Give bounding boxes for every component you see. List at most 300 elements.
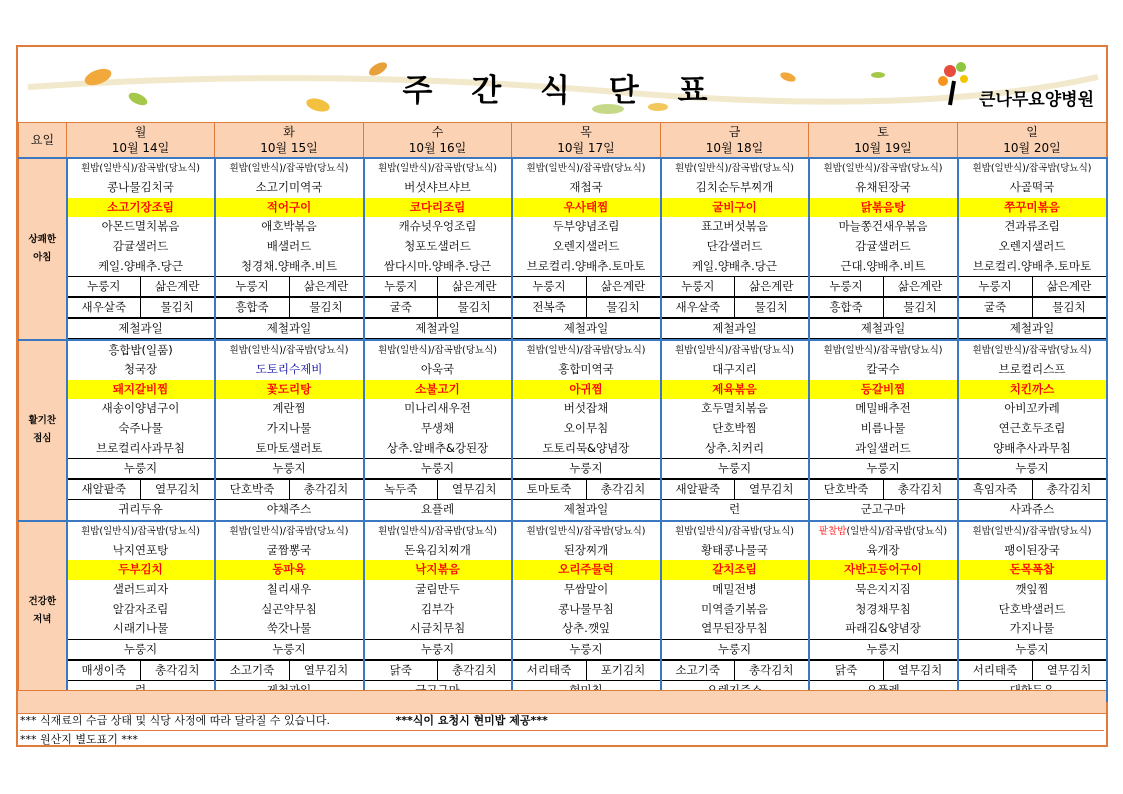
menu-item [661,178,809,198]
menu-item-text: 치킨까스 [1009,381,1055,396]
table-row [19,380,1107,400]
menu-item-text: 홍합미역국 [558,362,614,377]
title-banner [18,47,1106,122]
menu-item [512,580,661,600]
menu-pair [68,297,214,318]
menu-item [809,399,958,419]
menu-item [958,500,1107,521]
menu-item-text: 배샐러드 [266,239,312,254]
menu-item [958,580,1107,600]
menu-item-text: 흰밥(일반식)/잡곡밥(당뇨식) [378,344,497,356]
menu-item [958,419,1107,439]
menu-item [67,318,215,340]
meal-label-line2: 점심 [33,433,52,445]
menu-item-text: 흰밥(일반식)/잡곡밥(당뇨식) [526,344,646,356]
menu-item: 물김치 [903,299,937,314]
menu-item [215,318,364,340]
menu-item-text: 양배추사과무침 [993,440,1071,455]
menu-item-text: 단호박샐러드 [998,601,1066,616]
menu-item [215,237,364,257]
menu-item [215,599,364,619]
menu-item [215,198,364,218]
menu-item [809,198,958,218]
menu-item-text: 브로컬리.양배추.토마토 [972,258,1092,273]
menu-item: 물김치 [606,299,640,314]
meal-label-breakfast [19,158,67,340]
menu-item [958,380,1107,400]
menu-item [67,256,215,276]
menu-item [512,500,661,521]
table-row [19,458,1107,479]
menu-item [215,458,364,479]
menu-item: 누룽지 [810,277,884,296]
menu-item-text: 누룽지 [216,458,363,479]
menu-item [958,256,1107,276]
menu-item [215,541,364,561]
menu-item [661,340,809,360]
menu-item [67,217,215,237]
day-header [215,123,364,159]
menu-item [661,318,809,340]
menu-item-text: 가지나물 [1009,621,1055,636]
menu-item-text: 제철과일 [810,318,957,339]
menu-item: 누룽지 [959,277,1033,296]
day-header [809,123,958,159]
menu-item: 물김치 [160,299,194,314]
menu-item: 흥합죽 [216,298,290,317]
menu-pair-cell [661,297,809,318]
menu-item-text: 샐러드피자 [112,582,169,597]
menu-item-text: 유채된장국 [855,180,911,195]
menu-item: 총각김치 [155,662,200,677]
menu-pair-cell [364,660,512,681]
menu-pair [810,276,957,297]
menu-item-text: 콩나물무침 [558,601,614,616]
menu-item [67,237,215,257]
menu-item-text: 흰밥(일반식)/잡곡밥(당뇨식) [675,344,794,356]
menu-item-text: 흰밥(일반식)/잡곡밥(당뇨식) [229,163,349,174]
menu-item-text: 야채주스 [266,502,312,517]
menu-item [364,158,512,178]
table-row [19,521,1107,541]
menu-item: 총각김치 [600,481,646,496]
menu-item [809,541,958,561]
menu-item [958,438,1107,458]
menu-item-text: 누룽지 [959,639,1106,660]
menu-item: 단호박죽 [216,480,290,499]
day-header [67,123,215,159]
menu-item-text: 알감자조림 [112,601,169,616]
table-row [19,419,1107,439]
table-row [19,639,1107,660]
menu-item-text: 누룽지 [216,639,363,660]
menu-item [364,541,512,561]
menu-item-text: 황태콩나물국 [701,542,768,557]
menu-item [364,619,512,639]
menu-item: 누룽지 [662,277,736,296]
menu-pair [216,297,363,318]
menu-pair-cell [958,660,1107,681]
menu-item: 총각김치 [303,481,349,496]
menu-item [958,318,1107,340]
menu-item-text: 누룽지 [365,458,511,479]
menu-item-text: 호두멸치볶음 [701,401,768,416]
menu-pair-cell [215,276,364,297]
note-line-1 [20,712,1104,731]
menu-item [364,560,512,580]
day-date: 10월 18일 [705,141,764,155]
menu-item [512,198,661,218]
meal-label-line1: 활기찬 [28,415,57,427]
menu-item [512,158,661,178]
menu-item: 삶은계란 [749,278,794,293]
menu-item-text: 흰밥(일반식)/잡곡밥(당뇨식) [229,344,349,356]
menu-pair [810,297,957,318]
menu-item: 총각김치 [749,662,794,677]
menu-item [661,380,809,400]
table-row [19,660,1107,681]
table-row [19,178,1107,198]
menu-item-text: 청경채무침 [855,601,911,616]
day-date: 10월 14일 [111,141,170,155]
menu-item-text: 누룽지 [662,639,808,660]
menu-item: 녹두죽 [365,480,439,499]
hospital-logo [934,55,1094,115]
menu-item [661,560,809,580]
menu-item-text: 재첩국 [569,180,603,195]
menu-item-text: 오렌지샐러드 [552,239,620,254]
menu-pair-cell [215,660,364,681]
note-origin: *** 원산지 별도표기 *** [20,733,138,746]
menu-pair [662,660,808,681]
menu-item-text: 누룽지 [810,458,957,479]
menu-item [661,360,809,380]
weekly-menu-table [18,122,1108,702]
menu-item [661,217,809,237]
menu-item-text: 흥합밥(일품) [108,342,173,357]
menu-item: 소고기죽 [662,661,736,680]
menu-item-text: 흰밥(일반식)/잡곡밥(당뇨식) [972,525,1092,537]
menu-item-text: 캐슈넛우엉조림 [398,219,477,234]
menu-item: 물김치 [309,299,343,314]
menu-item [67,560,215,580]
menu-item: 단호박죽 [810,480,884,499]
day-header [661,123,809,159]
menu-item-text: 요플레 [420,502,455,517]
menu-item [215,438,364,458]
menu-item [809,178,958,198]
menu-pair-cell [67,276,215,297]
menu-item-text: 제철과일 [365,318,511,339]
menu-item [364,438,512,458]
menu-item [512,399,661,419]
menu-item [512,560,661,580]
menu-pair [216,660,363,681]
day-name: 일 [1026,125,1038,139]
menu-item [958,158,1107,178]
menu-item [215,521,364,541]
menu-item [67,178,215,198]
menu-item-text: 누룽지 [68,639,214,660]
menu-item-text: 오리주물럭 [558,562,614,577]
menu-item [809,560,958,580]
menu-item [809,217,958,237]
menu-item [512,599,661,619]
menu-item [512,360,661,380]
menu-item: 삶은계란 [600,278,646,293]
menu-item [215,158,364,178]
menu-item-text: 청경채.양배추.비트 [240,258,338,273]
menu-pair-cell [809,660,958,681]
menu-item [661,158,809,178]
menu-item-text: 누룽지 [662,458,808,479]
menu-item [512,619,661,639]
menu-item [512,639,661,660]
menu-item [958,340,1107,360]
menu-item [809,521,958,541]
day-date: 10월 16일 [408,141,467,155]
menu-item [67,458,215,479]
menu-item: 누룽지 [68,277,142,296]
menu-item-text: 김부각 [420,601,455,616]
menu-item-text: 낙지연포탕 [112,542,169,557]
menu-item [661,256,809,276]
table-row [19,318,1107,340]
table-row [19,297,1107,318]
menu-item-text: 칠리새우 [266,582,312,597]
menu-item [809,360,958,380]
table-row [19,158,1107,178]
menu-item [512,541,661,561]
table-row [19,123,1107,159]
menu-item-text: 두부김치 [118,562,163,577]
page-title: 주 간 식 단 표 [402,73,722,109]
menu-item-text: 쭈꾸미볶음 [1004,199,1060,214]
menu-pair-cell [661,660,809,681]
menu-item-text: 쌈다시마.양배추.당근 [383,258,492,273]
menu-item-text: 버섯잡채 [563,401,609,416]
menu-item: 누룽지 [365,277,439,296]
menu-item-text: 소고기장조림 [107,199,174,214]
menu-item [67,198,215,218]
menu-item [512,458,661,479]
table-row [19,599,1107,619]
menu-item-text: 청포도샐러드 [404,239,471,254]
menu-item [364,340,512,360]
menu-item-text: 파래김&양념장 [845,621,921,636]
table-row [19,198,1107,218]
menu-item [958,198,1107,218]
menu-item [364,599,512,619]
menu-item [661,419,809,439]
menu-item-text: 무쌈말이 [563,582,609,597]
menu-item [215,419,364,439]
menu-item [215,178,364,198]
rice-special: 팥찰밥 [818,525,847,537]
menu-item [364,198,512,218]
menu-item-text: 누룽지 [68,458,214,479]
menu-pair [68,479,214,500]
menu-item-text: 계란찜 [272,401,306,416]
menu-item [661,458,809,479]
menu-item [512,217,661,237]
menu-item: 물김치 [1052,299,1086,314]
menu-pair [68,660,214,681]
menu-item-text: 흰밥(일반식)/잡곡밥(당뇨식) [81,525,200,537]
menu-item [215,639,364,660]
menu-item: 서리태죽 [959,661,1033,680]
day-header [958,123,1107,159]
menu-item [67,438,215,458]
menu-item [512,419,661,439]
menu-item: 흥합죽 [810,298,884,317]
menu-pair-cell [364,479,512,500]
menu-item: 누룽지 [513,277,587,296]
menu-item-text: 흰밥(일반식)/잡곡밥(당뇨식) [823,163,943,174]
menu-item [67,541,215,561]
menu-item [809,599,958,619]
menu-item-text: 흰밥(일반식)/잡곡밥(당뇨식) [526,163,646,174]
menu-item-text: 된장찌개 [563,542,609,557]
menu-item-text: 흰밥(일반식)/잡곡밥(당뇨식) [675,525,794,537]
menu-item: 열무김치 [452,481,497,496]
menu-item-text: 제철과일 [68,318,214,339]
menu-item-text: 오렌지샐러드 [998,239,1066,254]
menu-item-text: 새송이양념구이 [101,401,180,416]
menu-item-text: 등갈비찜 [860,381,906,396]
menu-item [364,639,512,660]
menu-pair [513,276,660,297]
menu-item-text: 누룽지 [513,639,660,660]
menu-item-text: 단호박찜 [712,421,757,436]
menu-pair-cell [809,297,958,318]
menu-item-text: 견과류조림 [1004,219,1060,234]
menu-item [67,619,215,639]
menu-item: 물김치 [754,299,788,314]
menu-item [67,399,215,419]
menu-item: 삶은계란 [452,278,497,293]
table-row [19,580,1107,600]
rice-suffix: (일반식)/잡곡밥(당뇨식) [846,525,948,537]
table-row [19,479,1107,500]
menu-item [809,340,958,360]
menu-item-text: 대구지리 [712,362,757,377]
menu-item-text: 실곤약무침 [261,601,317,616]
menu-item-text: 메밀배추전 [855,401,911,416]
menu-pair-cell [215,479,364,500]
menu-pair [662,479,808,500]
logo-text: 큰나무요양병원 [979,90,1094,110]
menu-item: 열무김치 [155,481,200,496]
menu-pair [68,276,214,297]
menu-item [364,399,512,419]
menu-item-text: 메밀전병 [712,582,757,597]
table-row [19,217,1107,237]
menu-item-text: 흰밥(일반식)/잡곡밥(당뇨식) [229,525,349,537]
menu-item-text: 감귤샐러드 [112,239,169,254]
menu-pair [513,660,660,681]
menu-item: 열무김치 [897,662,943,677]
note-supply: *** 식재료의 수급 상태 및 식당 사정에 따라 달라질 수 있습니다. [20,714,330,727]
menu-item [364,178,512,198]
menu-item-text: 상추.깻잎 [561,621,611,636]
menu-item-text: 소고기미역국 [255,180,323,195]
menu-item [215,399,364,419]
day-name: 월 [134,125,147,139]
menu-item [809,237,958,257]
spacer-row [18,690,1106,714]
menu-item-text: 런 [728,502,741,517]
menu-item-text: 갈치조림 [712,562,757,577]
menu-item: 굴죽 [365,298,439,317]
menu-pair [365,276,511,297]
menu-item [809,256,958,276]
day-header-label: 요일 [19,123,67,159]
meal-label-line2: 아침 [33,251,52,263]
menu-item-text: 소불고기 [415,381,460,396]
menu-item-text: 브로컬리사과무침 [96,440,185,455]
menu-pair [513,479,660,500]
menu-item-text: 제철과일 [959,318,1106,339]
menu-item-text: 흰밥(일반식)/잡곡밥(당뇨식) [378,525,497,537]
menu-pair [662,276,808,297]
menu-item-text: 묵은지지짐 [855,582,911,597]
menu-item-text: 마늘쫑건새우볶음 [838,219,928,234]
menu-item: 소고기죽 [216,661,290,680]
menu-item: 삶은계란 [1046,278,1092,293]
menu-item [215,619,364,639]
menu-item-text: 꽃도리탕 [266,381,312,396]
menu-item: 열무김치 [303,662,349,677]
menu-item [364,458,512,479]
menu-item-text: 아귀찜 [569,381,603,396]
menu-item [67,639,215,660]
table-row [19,237,1107,257]
note-brown-rice: ***식이 요청시 현미밥 제공*** [395,714,548,727]
menu-item [958,458,1107,479]
menu-item [661,639,809,660]
menu-item [661,237,809,257]
menu-item [215,560,364,580]
menu-pair-cell [512,297,661,318]
menu-item-text: 아몬드멸치볶음 [101,219,180,234]
menu-item [215,500,364,521]
menu-item [67,340,215,360]
menu-item-text: 흰밥(일반식)/잡곡밥(당뇨식) [823,344,943,356]
menu-item-text: 제철과일 [513,318,660,339]
day-date: 10월 19일 [854,141,912,155]
menu-item-text: 누룽지 [513,458,660,479]
menu-item [809,318,958,340]
menu-pair [662,297,808,318]
day-date: 10월 17일 [557,141,615,155]
menu-item-text: 애호박볶음 [261,219,317,234]
menu-item: 서리태죽 [513,661,587,680]
meal-label-dinner [19,521,67,702]
table-row [19,560,1107,580]
menu-item [661,580,809,600]
menu-item-text: 시금치무침 [409,621,466,636]
menu-item-text: 누룽지 [959,458,1106,479]
menu-item [512,380,661,400]
table-row [19,541,1107,561]
menu-item-text: 콩나물김치국 [107,180,174,195]
menu-item [809,380,958,400]
menu-item-text: 팽이된장국 [1004,542,1060,557]
menu-item [512,237,661,257]
menu-item-text: 굴림만두 [415,582,460,597]
menu-item-text: 김치순두부찌개 [695,180,774,195]
